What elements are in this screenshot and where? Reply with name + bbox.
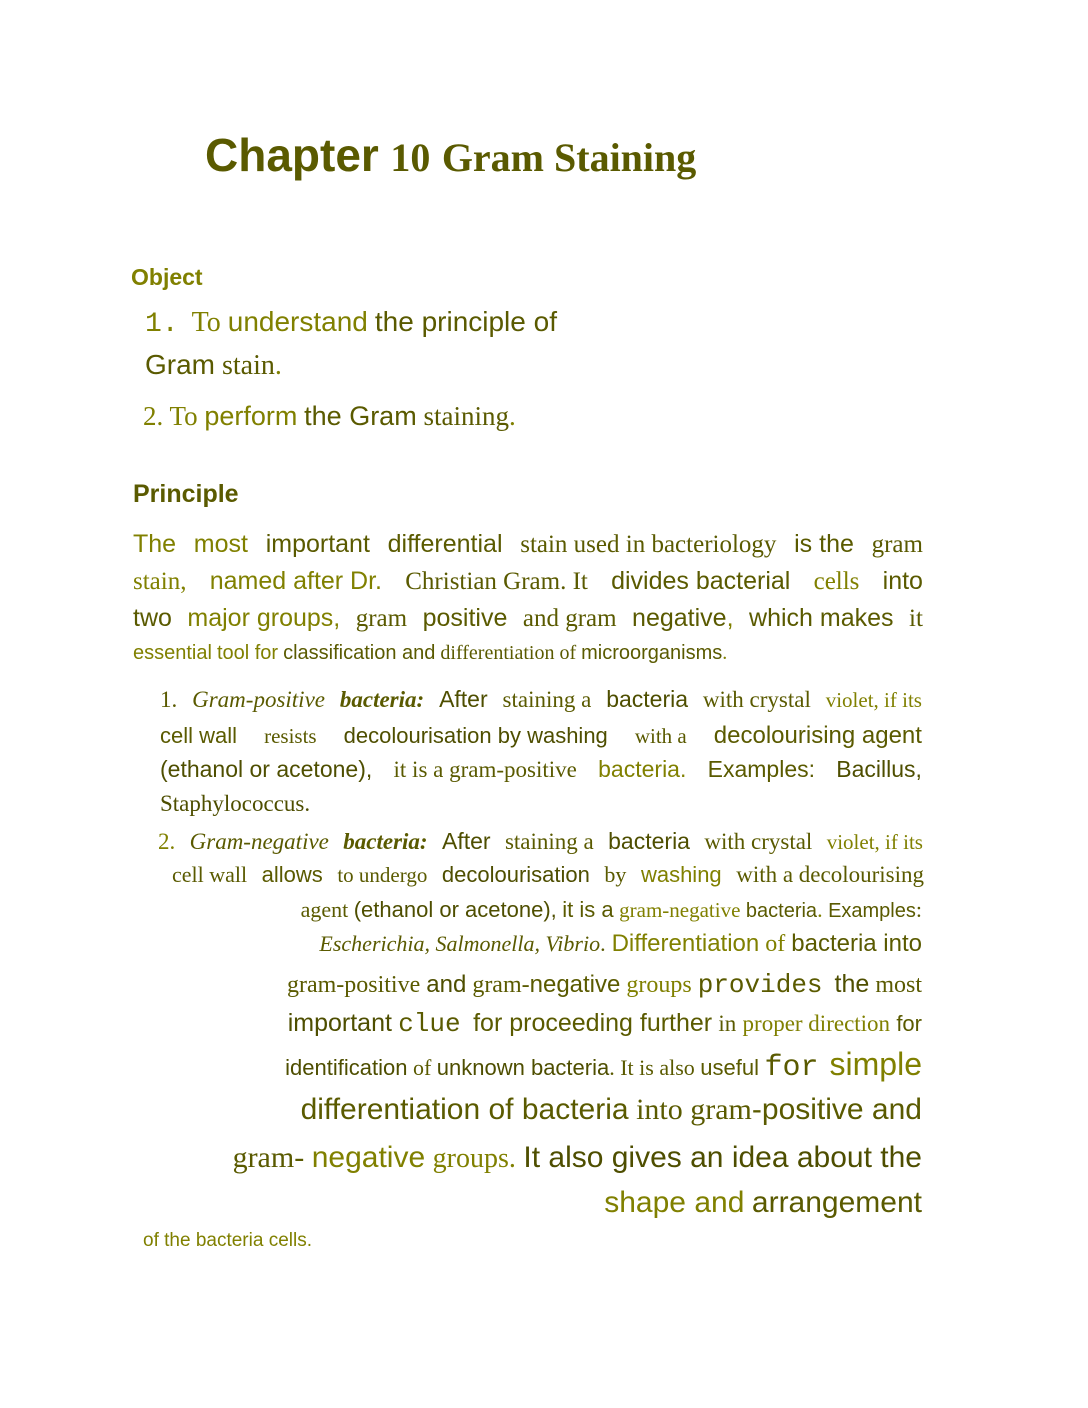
item2-word: . (600, 931, 606, 956)
principle-p1-line-3 (133, 604, 923, 633)
item2-word: into gram (636, 1093, 752, 1126)
item2-word: agent (300, 897, 349, 922)
item1-word: cell wall (160, 723, 238, 748)
p1-word: named after Dr. (209, 567, 383, 595)
p1-word: which makes (749, 604, 894, 632)
p1-word: classification and (283, 642, 436, 664)
object-item-1-understand: understand (227, 306, 368, 337)
p1-word: divides bacterial (611, 567, 791, 595)
item2-line-9 (160, 1141, 922, 1175)
p1-word: most (193, 530, 248, 558)
item2-word: gram-positive (286, 972, 421, 998)
object-item-1-gram: Gram (145, 349, 215, 380)
item2-word: with a decolourising (736, 862, 924, 887)
p1-word: cells (813, 568, 860, 595)
item2-word: with crystal (704, 829, 813, 854)
item2-word: clue (398, 1009, 461, 1039)
item1-term-bold: bacteria: (339, 687, 425, 712)
item1-word: with crystal (702, 687, 811, 712)
item2-word: -positive and (751, 1093, 922, 1126)
p1-word: gram (871, 531, 923, 558)
item2-word: it is a (562, 897, 614, 922)
item2-word: most (875, 972, 922, 998)
item1-word: bacteria (606, 686, 689, 712)
p1-word: it (909, 605, 923, 632)
p1-word: microorganisms (581, 642, 723, 664)
item2-term-bold: bacteria: (343, 829, 428, 854)
principle-p1-line-1 (133, 530, 923, 559)
item2-word: useful (700, 1055, 760, 1080)
item2-word: bacteria into (791, 930, 922, 957)
item2-word: gram- (472, 972, 530, 998)
p1-word: major groups, (187, 604, 341, 632)
item2-line-2 (172, 862, 924, 888)
item2-word: simple (829, 1046, 922, 1082)
p1-word: is the (794, 530, 854, 558)
object-item-1-line-1 (145, 306, 557, 340)
item1-line-1 (160, 686, 922, 713)
object-item-2-perform: perform (204, 401, 298, 431)
item2-word: of (412, 1055, 432, 1080)
item2-word: for (896, 1011, 922, 1036)
object-item-1-dot: . (274, 350, 282, 381)
p1-word: two (133, 604, 172, 632)
p1-word: stain used in bacteriology (520, 531, 777, 558)
item2-word: arrangement (751, 1186, 922, 1219)
p1-word (632, 604, 733, 633)
item1-word: Examples: (707, 756, 816, 782)
title-number: 10 (390, 135, 431, 180)
item2-word: groups. (432, 1143, 516, 1174)
p1-word: gram (355, 605, 408, 632)
p1-word: stain, (133, 568, 187, 595)
item2-line-5 (160, 970, 922, 1000)
object-item-1-to: To (191, 307, 221, 338)
item2-word: in (718, 1011, 737, 1036)
object-item-2-the-gram: the Gram (304, 401, 417, 431)
item2-word: staining a (504, 829, 594, 854)
item2-word: important (287, 1009, 392, 1037)
object-item-1-stain: stain (222, 350, 275, 381)
item2-word: shape and (604, 1186, 745, 1219)
object-item-2 (143, 401, 516, 432)
item2-word: washing (640, 862, 722, 887)
item2-word: provides (697, 970, 823, 1000)
item2-word: unknown bacteria (436, 1055, 610, 1080)
item2-line-8 (160, 1093, 922, 1127)
item2-word: groups (626, 972, 692, 998)
item2-word: negative (529, 971, 621, 998)
item2-line-4 (160, 930, 922, 958)
item2-number: 2. (158, 829, 176, 854)
item2-word: : (915, 897, 922, 922)
item1-word: with a (634, 724, 687, 748)
object-heading: Object (131, 264, 203, 290)
item1-word: (ethanol or acetone), (160, 756, 373, 782)
p1-word: Christian Gram. It (405, 568, 588, 595)
item2-word: for proceeding further (473, 1009, 713, 1037)
p1-word: tool for (216, 642, 279, 664)
item1-term: Gram-positive (192, 687, 325, 712)
item2-word: After (441, 828, 491, 854)
object-item-1-line-2 (145, 349, 282, 382)
item1-line-2 (160, 722, 922, 750)
item2-word: by (604, 862, 627, 887)
item1-word: violet, if its (825, 688, 922, 712)
item2-word: negative (311, 1141, 426, 1174)
item2-word: . (817, 897, 823, 922)
item2-word: cell wall (172, 862, 248, 887)
object-item-1-number: 1. (145, 309, 179, 340)
item1-line-3 (160, 756, 922, 783)
p1-word: into (882, 567, 923, 595)
item2-word: bacteria (608, 828, 690, 854)
title-chapter-word: Chapter (205, 129, 379, 181)
p1-word: . (722, 642, 728, 664)
page-title (205, 128, 696, 182)
item2-term: Gram-negative (189, 829, 329, 854)
p1-word: important (265, 530, 370, 558)
item2-word: It also gives an idea about the (523, 1141, 922, 1174)
item2-word: bacteria (745, 900, 818, 922)
item1-word: resists (264, 724, 317, 748)
item1-line-4 (160, 791, 310, 817)
item2-word: violet, if its (826, 830, 923, 854)
item2-examples: Escherichia, Salmonella, Vibrio (319, 931, 601, 956)
principle-p1-line-4 (133, 642, 727, 665)
item2-word: Differentiation (611, 930, 760, 957)
item1-word: bacteria. (598, 756, 687, 782)
p1-word: positive (422, 604, 508, 632)
item1-word: it is a gram-positive (393, 757, 577, 782)
item2-word: decolourisation (441, 862, 590, 887)
item2-word: and (426, 971, 467, 998)
item1-word: staining a (502, 687, 592, 712)
p1-word: differentiation of (440, 642, 577, 664)
principle-heading: Principle (133, 480, 239, 508)
p1-word: and gram (522, 605, 617, 632)
item2-word: for (764, 1051, 819, 1085)
item1-word: Bacillus, (836, 756, 922, 782)
item2-word: (ethanol or acetone), (353, 897, 557, 922)
item2-word: of (765, 931, 786, 957)
title-name: Gram Staining (441, 135, 697, 180)
p1-word-negative: negative (632, 604, 727, 632)
object-item-2-staining: staining (423, 401, 509, 431)
item1-word: decolourisation by washing (343, 723, 608, 748)
p1-word: essential (133, 642, 212, 664)
item2-word: Examples (828, 900, 916, 922)
item2-word: the (834, 970, 870, 998)
p1-word-comma: , (726, 604, 734, 632)
item2-word: gram-negative (619, 898, 741, 922)
item2-word: differentiation of bacteria (300, 1093, 629, 1126)
item1-word: Staphylococcus. (160, 791, 311, 816)
item1-word: After (439, 686, 488, 712)
item2-word: gram- (232, 1141, 305, 1174)
object-item-1-rest: the principle of (374, 306, 557, 337)
item2-line-6 (160, 1009, 922, 1039)
principle-tail: of the bacteria cells. (143, 1230, 312, 1251)
p1-word: differential (387, 530, 503, 558)
item2-word: allows (261, 862, 323, 887)
item2-line-3 (160, 897, 922, 923)
p1-word: The (133, 530, 177, 558)
item2-word: proper direction (742, 1011, 891, 1036)
item1-number: 1. (160, 687, 178, 712)
item1-word: decolourising agent (713, 722, 922, 749)
object-item-2-dot: . (508, 401, 516, 431)
item2-word: . It is also (609, 1055, 695, 1080)
principle-p1-line-2 (133, 567, 923, 596)
item2-line-10 (160, 1186, 922, 1220)
item2-line-7 (160, 1046, 922, 1085)
item2-word: identification (285, 1055, 408, 1080)
object-item-2-number: 2. To (143, 401, 198, 431)
item2-word: to undergo (337, 863, 428, 887)
item2-line-1 (158, 828, 923, 855)
